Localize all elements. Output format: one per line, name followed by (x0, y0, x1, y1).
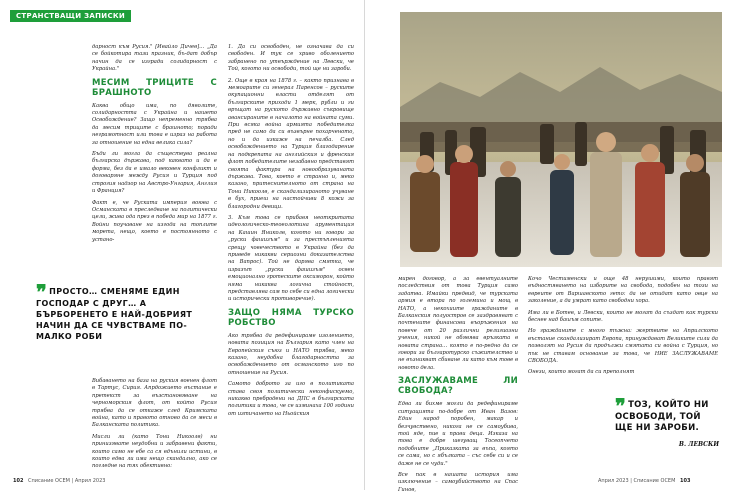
issue-date: Април 2023 (74, 478, 106, 484)
quote-author: В. ЛЕВСКИ (678, 441, 719, 448)
heading-zaslujavame: ЗАСЛУЖАВАМЕ ЛИ СВОБОДА? (398, 376, 518, 397)
painting-svg (400, 12, 722, 267)
paragraph: Вибаването на база на руския военен флот в Тартус, Сирия. Апрдожието въстание е претекст за възстановяване на черноморския флот, от който Русия трябва да се откаже след Кримската война, като и правото отново да се меси в Балканската политика. (92, 378, 217, 429)
page-number: 102 (13, 478, 24, 484)
section-tag: СТРАНСТВАЩИ ЗАПИСКИ (10, 10, 131, 22)
right-column-3 (398, 276, 518, 498)
heading-mesim: МЕСИМ ТРИЦИТЕ С БРАШНОТО (92, 77, 217, 98)
painting-illustration (400, 12, 722, 267)
magazine-name: Списание ОСЕМ (633, 478, 676, 484)
paragraph: Има ли в Ботев, и Левски, които не могат да създат как турски беснее над башъм сопите. (528, 309, 718, 324)
page-spine (364, 0, 365, 490)
paragraph: Самото доброто за иго в политиката става своя политически неконфискуемо, никакво пребродени на ДПС в българската политика и това, че се изминаха 100 години от изтичането на Ньойския (228, 381, 354, 417)
issue-date: Април 2023 (598, 478, 629, 484)
pull-quote (36, 280, 221, 342)
paragraph: Факт е, че Руската империя воюва с Османската в преследване на политически цели, жива ода през в победа мир на 1877 г. Войни поучаване на изгода на топлите морета, нещо, което е постоянното с устано- (92, 199, 217, 243)
left-column-1 (92, 44, 217, 248)
paragraph: Каква общо има, по дяволите, солидарността с Украйна и нашето Освобождение? Защо непременно трябва да месим трицитe с брашното; поради неграмотност или това е израз на работа за отношение на една велика сила? (92, 102, 217, 146)
paragraph: 2. Още в края на 1878 г. – както признава в мемоарите си генерал Паренсов – руските окупационни власти отделят от българските приходи 1 мерк, рубли и ги връщат на руското държавно съкровище авансираните в началото на войната суми. При всяка война армията победителка пред не само да си възвърне похарченото, но и да изкаже на печалба. След освобождението на Турция благодарение на подкрепата на английския и френския флот победителите незабавно представят своята фактура на новообразуваната държава. Това, което е странно и, меко казано, притеснителното от страна на Тони Никоолв, е скандализираното учуване в бух, приеш на настойчиви 8 кожи за благородни девици. (228, 77, 354, 210)
paragraph: Ако трябва да редефинираме изолението, новата позиция на България като член на Европейския съюз и НАТО трябва, меко казано, неудобна благодарността за освобождението от османското иго по отношение на Русия. (228, 332, 354, 376)
left-column-2 (228, 44, 354, 422)
paragraph: Но гражданите с много тъжна: жертвите на Априлското въстание скандализират Европа, принуждават Великите сили да позволят на Русия да продължи смятата си война с Турция, но пък не ставам основание за това, че НИЕ ЗАСЛУЖАВАМЕ СВОБОДА. (528, 328, 718, 365)
paragraph: Мисли ли (като Тони Никоолв) ни принизявате неудобни и забравени факти, които само не ебе са ся вдънили истини, в които едва ли има нещо скандално, ако се погледне на тях обективно: (92, 433, 217, 470)
paragraph: Бъди ли могла да съществува реална българска държава, под каквато и да е форма, без да е имало вековен конфликт и договаряне между Русия и Турция под строгия надзор на Австро-Унгария, Англия и Франция? (92, 151, 217, 195)
paragraph: Онези, които могат да си преполнят (528, 369, 635, 376)
paragraph: дарност към Русия." [Ивайло Дичев]… „Да се бойкотира тази празник, бъ-дат добър начин да се изгради солидарност с Украйна." (92, 44, 217, 73)
paragraph: Кочо Честименски и още 48 нерушими, които правят въдностяването на изборите на свобода, подобен на този на евреите от Варшавското гето: да не отидат като овце на заколение, а да умрат като свободни хора. (528, 276, 718, 305)
paragraph: 3. Към това се прибавя неоткритата идеологическо-теоеолотина арументация на Кашин Яниколв, когото ни говори за „руски фашизъм" и за престъпленията срещу човечеството в Украйна (без да приведе никакви сериозни доказателства на Вапрос). Той не дарява смятка, че изразът „руски фашизъм" освен емоционално гротеските оксиморон, който няма никаква логичнa стойност, представлява сам по себе си една логически и исторически противоречие). (228, 214, 354, 303)
page-number: 103 (680, 478, 691, 484)
quote-mark-icon: ❞ (615, 394, 627, 418)
left-footer: 102 Списание ОСЕМ | Април 2023 (13, 478, 106, 484)
levski-quote-text (615, 394, 719, 434)
quote-text: ТОЗ, КОЙТО НИ ОСВОБОДИ, ТОЙ ЩЕ НИ ЗАРОБИ. (615, 400, 709, 433)
right-column-4 (528, 276, 718, 381)
heading-zashto: ЗАЩО НЯМА ТУРСКО РОБСТВО (228, 307, 354, 328)
quote-mark-icon: ❞ (36, 280, 48, 304)
paragraph: мирен договор, а за евентуалните последствия от това Турция само задатва. Имайки предвид, че турската армия е втора по големина и мощ в НАТО, а некохиите гражданите в Балканския полуостров се заздравяват с почтените финансови въоръжения на повече от 20 различни религиозни учения, никой не обявява връзката в новата страна… която е по-редно да се говори за българотурско съжителство и не възникват сбиване ли като към тове в новото дела. (398, 276, 518, 371)
left-column-1-bottom (92, 378, 217, 475)
paragraph: Едва ли бихме могли да редефинираме ситуацията по-добре от Иван Вазов: Един народ поробен, макар и безчувствено, никога не се самоубива, той яде, пие и прави деца. Изказа на това е добре шегуващ Тосеопчето подобните „Приказката за въпа, която се сама, но с ябълката – със себе си и се даже не се чуди." (398, 401, 518, 467)
pull-quote-text: ПРОСТО… СМЕНЯМЕ ЕДИН ГОСПОДАР С ДРУГ… А БЪРБОРЕНЕТО Е НАЙ-ДОБРИЯТ НАЧИН ДА СЕ ЧУВСТВАМЕ ПО-МАЛКО РОБИ (36, 287, 193, 341)
magazine-name: Списание ОСЕМ (28, 478, 70, 484)
right-footer: Април 2023 | Списание ОСЕМ 103 (598, 478, 691, 484)
paragraph: Все пак в нашата история има изключение – самоубийството на Спас Гинов, (398, 471, 518, 493)
paragraph: 1. Да си освободен, не означава да си свободен. И тук се хриво оболението забранено по утвърждение на Левски, че Той, когото ни освободи, той ще ни зароби. (228, 44, 354, 73)
levski-quote (615, 394, 719, 448)
